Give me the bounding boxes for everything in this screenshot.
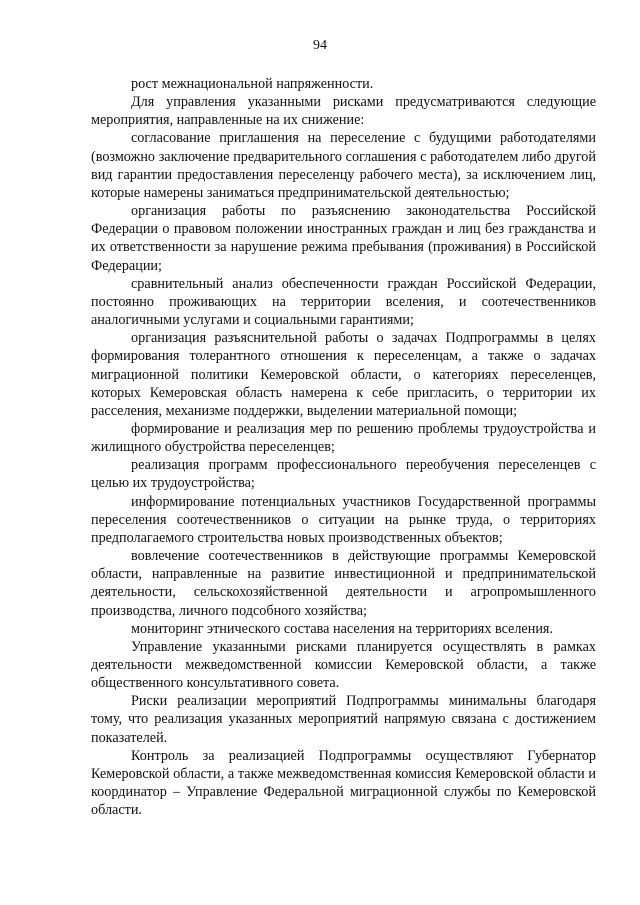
paragraph: сравнительный анализ обеспеченности граждан Российской Федерации, постоянно проживающих на территории вселения, и соотечественников аналогичными услугами и социальными гарантиями; [91,275,596,329]
paragraph: Риски реализации мероприятий Подпрограммы минимальны благодаря тому, что реализация указанных мероприятий напрямую связана с достижением показателей. [91,693,596,746]
paragraph: согласование приглашения на переселение с будущими работодателями (возможно заключение предварительного соглашения с работодателем либо другой вид гарантии предоставления переселенцу рабочего места), за исключением лиц, которые намерены заниматься предпринимательской деятельностью; [91,130,596,201]
paragraph: Управление указанными рисками планируется осуществлять в рамках деятельности межведомственной комиссии Кемеровской области, а также общественного консультативного совета. [91,638,596,692]
paragraph: организация разъяснительной работы о задачах Подпрограммы в целях формирования толерантного отношения к переселенцам, а также о задачах миграционной политики Кемеровской области, о категориях переселенцев, которых Кемеровская область намерена к себе пригласить, о территории их расселения, механизме поддержки, выделении материальной помощи; [91,330,596,419]
paragraph: Для управления указанными рисками предусматриваются следующие мероприятия, направленные на их снижение: [91,94,596,129]
document-body [91,75,596,819]
paragraph: организация работы по разъяснению законодательства Российской Федерации о правовом положении иностранных граждан и лиц без гражданства и их ответственности за нарушение режима пребывания (проживания) в Российской Федерации; [91,203,596,274]
paragraph: вовлечение соотечественников в действующие программы Кемеровской области, направленные на развитие инвестиционной и предпринимательской деятельности, сельскохозяйственной деятельности и агропромышленного производства, личного подсобного хозяйства; [91,548,596,619]
paragraph: рост межнациональной напряженности. [131,76,374,92]
paragraph: реализация программ профессионального переобучения переселенцев с целью их трудоустройства; [91,457,596,492]
paragraph: информирование потенциальных участников Государственной программы переселения соотечественников о ситуации на рынке труда, о территориях предполагаемого строительства новых производственных объектов; [91,493,596,546]
paragraph: формирование и реализация мер по решению проблемы трудоустройства и жилищного обустройства переселенцев; [91,420,596,456]
paragraph: мониторинг этнического состава населения на территориях вселения. [131,620,553,637]
paragraph: Контроль за реализацией Подпрограммы осуществляют Губернатор Кемеровской области, а также межведомственная комиссия Кемеровской области и координатор – Управление Федеральной миграционной службы по Кемеровской области. [91,747,596,819]
page-number: 94 [313,38,327,53]
